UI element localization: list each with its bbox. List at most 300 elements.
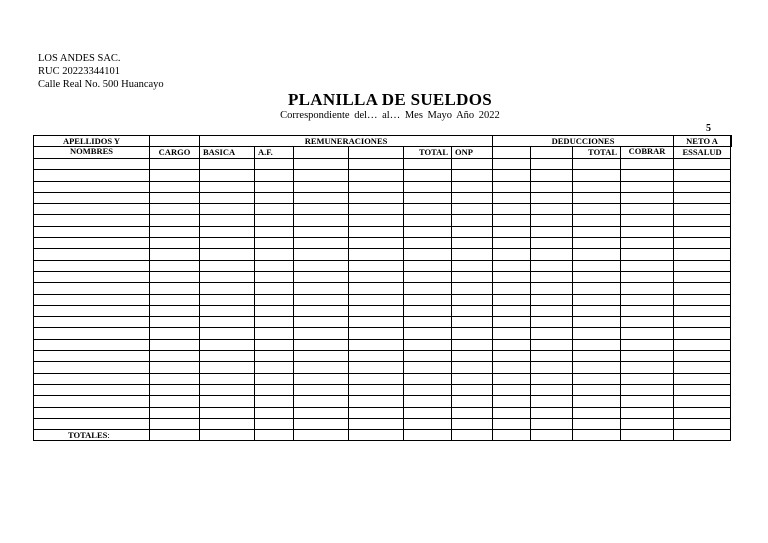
table-cell[interactable] <box>531 351 573 362</box>
table-cell[interactable] <box>150 384 200 395</box>
table-cell[interactable] <box>200 238 255 249</box>
table-cell[interactable] <box>493 226 531 237</box>
table-cell[interactable] <box>294 305 349 316</box>
table-cell[interactable] <box>34 238 150 249</box>
table-cell[interactable] <box>150 159 200 170</box>
table-cell[interactable] <box>255 294 294 305</box>
table-cell[interactable] <box>34 351 150 362</box>
table-cell[interactable] <box>150 238 200 249</box>
totals-cell[interactable] <box>621 430 674 441</box>
table-cell[interactable] <box>674 418 731 429</box>
table-cell[interactable] <box>452 226 493 237</box>
table-cell[interactable] <box>34 384 150 395</box>
table-cell[interactable] <box>404 181 452 192</box>
table-cell[interactable] <box>34 283 150 294</box>
table-cell[interactable] <box>621 204 674 215</box>
table-cell[interactable] <box>404 384 452 395</box>
table-cell[interactable] <box>674 249 731 260</box>
table-cell[interactable] <box>255 170 294 181</box>
table-cell[interactable] <box>531 170 573 181</box>
table-cell[interactable] <box>294 418 349 429</box>
table-cell[interactable] <box>34 226 150 237</box>
table-cell[interactable] <box>404 396 452 407</box>
table-cell[interactable] <box>493 238 531 249</box>
table-cell[interactable] <box>674 226 731 237</box>
table-cell[interactable] <box>255 192 294 203</box>
table-cell[interactable] <box>493 215 531 226</box>
table-cell[interactable] <box>573 317 621 328</box>
table-cell[interactable] <box>493 373 531 384</box>
table-cell[interactable] <box>531 238 573 249</box>
table-cell[interactable] <box>349 283 404 294</box>
table-cell[interactable] <box>255 317 294 328</box>
table-cell[interactable] <box>200 283 255 294</box>
table-cell[interactable] <box>621 260 674 271</box>
table-cell[interactable] <box>349 362 404 373</box>
table-cell[interactable] <box>531 271 573 282</box>
table-cell[interactable] <box>573 170 621 181</box>
table-cell[interactable] <box>349 249 404 260</box>
table-cell[interactable] <box>294 328 349 339</box>
table-cell[interactable] <box>255 362 294 373</box>
table-cell[interactable] <box>200 170 255 181</box>
table-cell[interactable] <box>404 271 452 282</box>
table-cell[interactable] <box>621 407 674 418</box>
table-cell[interactable] <box>573 260 621 271</box>
table-cell[interactable] <box>34 396 150 407</box>
table-cell[interactable] <box>621 305 674 316</box>
table-cell[interactable] <box>531 226 573 237</box>
table-cell[interactable] <box>255 226 294 237</box>
table-cell[interactable] <box>531 317 573 328</box>
table-cell[interactable] <box>674 159 731 170</box>
table-cell[interactable] <box>674 271 731 282</box>
table-cell[interactable] <box>452 317 493 328</box>
table-cell[interactable] <box>452 192 493 203</box>
table-cell[interactable] <box>294 260 349 271</box>
table-cell[interactable] <box>404 328 452 339</box>
table-cell[interactable] <box>621 170 674 181</box>
table-cell[interactable] <box>404 418 452 429</box>
table-cell[interactable] <box>255 418 294 429</box>
table-cell[interactable] <box>404 170 452 181</box>
totals-cell[interactable] <box>294 430 349 441</box>
table-cell[interactable] <box>404 294 452 305</box>
table-cell[interactable] <box>255 260 294 271</box>
table-cell[interactable] <box>349 384 404 395</box>
table-cell[interactable] <box>404 305 452 316</box>
table-cell[interactable] <box>255 238 294 249</box>
table-cell[interactable] <box>493 204 531 215</box>
table-cell[interactable] <box>452 181 493 192</box>
totals-cell[interactable] <box>493 430 531 441</box>
table-cell[interactable] <box>573 384 621 395</box>
table-cell[interactable] <box>573 238 621 249</box>
table-cell[interactable] <box>493 418 531 429</box>
table-cell[interactable] <box>573 351 621 362</box>
table-cell[interactable] <box>150 396 200 407</box>
table-cell[interactable] <box>150 271 200 282</box>
table-cell[interactable] <box>200 351 255 362</box>
table-cell[interactable] <box>200 396 255 407</box>
table-cell[interactable] <box>294 373 349 384</box>
table-cell[interactable] <box>404 260 452 271</box>
table-cell[interactable] <box>255 384 294 395</box>
table-cell[interactable] <box>200 294 255 305</box>
table-cell[interactable] <box>150 317 200 328</box>
table-cell[interactable] <box>493 249 531 260</box>
table-cell[interactable] <box>349 215 404 226</box>
table-cell[interactable] <box>493 384 531 395</box>
table-cell[interactable] <box>674 305 731 316</box>
table-cell[interactable] <box>573 305 621 316</box>
table-cell[interactable] <box>452 283 493 294</box>
table-cell[interactable] <box>200 192 255 203</box>
table-cell[interactable] <box>674 283 731 294</box>
table-cell[interactable] <box>34 170 150 181</box>
table-cell[interactable] <box>294 170 349 181</box>
table-cell[interactable] <box>452 407 493 418</box>
table-cell[interactable] <box>349 170 404 181</box>
table-cell[interactable] <box>255 305 294 316</box>
table-cell[interactable] <box>34 418 150 429</box>
table-cell[interactable] <box>255 396 294 407</box>
table-cell[interactable] <box>452 418 493 429</box>
table-cell[interactable] <box>674 362 731 373</box>
table-cell[interactable] <box>573 418 621 429</box>
table-cell[interactable] <box>531 328 573 339</box>
table-cell[interactable] <box>200 373 255 384</box>
table-cell[interactable] <box>34 373 150 384</box>
table-cell[interactable] <box>150 351 200 362</box>
table-cell[interactable] <box>294 192 349 203</box>
table-cell[interactable] <box>531 396 573 407</box>
table-cell[interactable] <box>493 351 531 362</box>
table-cell[interactable] <box>349 294 404 305</box>
table-cell[interactable] <box>531 373 573 384</box>
table-cell[interactable] <box>621 351 674 362</box>
table-cell[interactable] <box>621 159 674 170</box>
table-cell[interactable] <box>674 373 731 384</box>
table-cell[interactable] <box>150 305 200 316</box>
totals-cell[interactable] <box>573 430 621 441</box>
table-cell[interactable] <box>452 362 493 373</box>
table-cell[interactable] <box>531 249 573 260</box>
table-cell[interactable] <box>573 339 621 350</box>
totals-cell[interactable] <box>674 430 731 441</box>
table-cell[interactable] <box>349 238 404 249</box>
totals-cell[interactable] <box>531 430 573 441</box>
table-cell[interactable] <box>452 159 493 170</box>
table-cell[interactable] <box>294 283 349 294</box>
totals-cell[interactable] <box>452 430 493 441</box>
table-cell[interactable] <box>34 204 150 215</box>
table-cell[interactable] <box>150 339 200 350</box>
table-cell[interactable] <box>452 215 493 226</box>
table-cell[interactable] <box>573 181 621 192</box>
table-cell[interactable] <box>34 215 150 226</box>
table-cell[interactable] <box>150 170 200 181</box>
table-cell[interactable] <box>200 181 255 192</box>
table-cell[interactable] <box>404 373 452 384</box>
table-cell[interactable] <box>404 226 452 237</box>
table-cell[interactable] <box>200 159 255 170</box>
table-cell[interactable] <box>674 204 731 215</box>
table-cell[interactable] <box>150 192 200 203</box>
table-cell[interactable] <box>294 317 349 328</box>
table-cell[interactable] <box>621 249 674 260</box>
table-cell[interactable] <box>674 339 731 350</box>
table-cell[interactable] <box>255 159 294 170</box>
table-cell[interactable] <box>404 317 452 328</box>
totals-cell[interactable] <box>404 430 452 441</box>
table-cell[interactable] <box>294 339 349 350</box>
table-cell[interactable] <box>452 238 493 249</box>
table-cell[interactable] <box>150 260 200 271</box>
table-cell[interactable] <box>349 271 404 282</box>
table-cell[interactable] <box>493 260 531 271</box>
table-cell[interactable] <box>349 226 404 237</box>
table-cell[interactable] <box>349 159 404 170</box>
table-cell[interactable] <box>452 294 493 305</box>
table-cell[interactable] <box>150 249 200 260</box>
table-cell[interactable] <box>531 362 573 373</box>
table-cell[interactable] <box>674 407 731 418</box>
table-cell[interactable] <box>531 159 573 170</box>
table-cell[interactable] <box>200 215 255 226</box>
table-cell[interactable] <box>255 328 294 339</box>
table-cell[interactable] <box>255 204 294 215</box>
table-cell[interactable] <box>294 362 349 373</box>
table-cell[interactable] <box>531 384 573 395</box>
table-cell[interactable] <box>150 181 200 192</box>
table-cell[interactable] <box>573 283 621 294</box>
table-cell[interactable] <box>531 215 573 226</box>
table-cell[interactable] <box>404 339 452 350</box>
table-cell[interactable] <box>404 159 452 170</box>
table-cell[interactable] <box>294 226 349 237</box>
table-cell[interactable] <box>621 317 674 328</box>
table-cell[interactable] <box>34 181 150 192</box>
table-cell[interactable] <box>404 238 452 249</box>
table-cell[interactable] <box>573 192 621 203</box>
table-cell[interactable] <box>493 271 531 282</box>
table-cell[interactable] <box>531 283 573 294</box>
table-cell[interactable] <box>255 271 294 282</box>
table-cell[interactable] <box>452 249 493 260</box>
table-cell[interactable] <box>621 283 674 294</box>
table-cell[interactable] <box>349 373 404 384</box>
table-cell[interactable] <box>452 396 493 407</box>
table-cell[interactable] <box>150 204 200 215</box>
table-cell[interactable] <box>674 215 731 226</box>
table-cell[interactable] <box>531 294 573 305</box>
table-cell[interactable] <box>404 351 452 362</box>
table-cell[interactable] <box>200 418 255 429</box>
table-cell[interactable] <box>621 215 674 226</box>
table-cell[interactable] <box>294 271 349 282</box>
table-cell[interactable] <box>404 362 452 373</box>
table-cell[interactable] <box>573 373 621 384</box>
table-cell[interactable] <box>349 204 404 215</box>
table-cell[interactable] <box>573 407 621 418</box>
table-cell[interactable] <box>34 328 150 339</box>
table-cell[interactable] <box>294 159 349 170</box>
table-cell[interactable] <box>200 362 255 373</box>
table-cell[interactable] <box>621 362 674 373</box>
table-cell[interactable] <box>404 204 452 215</box>
table-cell[interactable] <box>150 215 200 226</box>
table-cell[interactable] <box>294 396 349 407</box>
table-cell[interactable] <box>150 328 200 339</box>
table-cell[interactable] <box>674 260 731 271</box>
table-cell[interactable] <box>200 317 255 328</box>
table-cell[interactable] <box>452 305 493 316</box>
table-cell[interactable] <box>493 317 531 328</box>
table-cell[interactable] <box>573 362 621 373</box>
table-cell[interactable] <box>34 271 150 282</box>
table-cell[interactable] <box>493 159 531 170</box>
table-cell[interactable] <box>404 192 452 203</box>
table-cell[interactable] <box>349 339 404 350</box>
table-cell[interactable] <box>493 192 531 203</box>
table-cell[interactable] <box>674 192 731 203</box>
table-cell[interactable] <box>452 373 493 384</box>
table-cell[interactable] <box>531 181 573 192</box>
table-cell[interactable] <box>452 204 493 215</box>
table-cell[interactable] <box>621 339 674 350</box>
table-cell[interactable] <box>404 215 452 226</box>
table-cell[interactable] <box>200 339 255 350</box>
totals-cell[interactable] <box>200 430 255 441</box>
table-cell[interactable] <box>621 192 674 203</box>
table-cell[interactable] <box>294 181 349 192</box>
table-cell[interactable] <box>573 226 621 237</box>
table-cell[interactable] <box>621 396 674 407</box>
table-cell[interactable] <box>34 192 150 203</box>
table-cell[interactable] <box>294 215 349 226</box>
table-cell[interactable] <box>349 317 404 328</box>
table-cell[interactable] <box>452 328 493 339</box>
table-cell[interactable] <box>493 170 531 181</box>
table-cell[interactable] <box>674 396 731 407</box>
table-cell[interactable] <box>349 396 404 407</box>
table-cell[interactable] <box>674 384 731 395</box>
table-cell[interactable] <box>255 283 294 294</box>
table-cell[interactable] <box>531 418 573 429</box>
table-cell[interactable] <box>404 407 452 418</box>
table-cell[interactable] <box>531 339 573 350</box>
table-cell[interactable] <box>150 294 200 305</box>
table-cell[interactable] <box>255 339 294 350</box>
table-cell[interactable] <box>674 294 731 305</box>
table-cell[interactable] <box>493 362 531 373</box>
table-cell[interactable] <box>674 238 731 249</box>
table-cell[interactable] <box>255 351 294 362</box>
table-cell[interactable] <box>674 181 731 192</box>
table-cell[interactable] <box>255 215 294 226</box>
table-cell[interactable] <box>452 271 493 282</box>
table-cell[interactable] <box>531 305 573 316</box>
table-cell[interactable] <box>150 362 200 373</box>
table-cell[interactable] <box>621 384 674 395</box>
table-cell[interactable] <box>573 294 621 305</box>
table-cell[interactable] <box>674 170 731 181</box>
table-cell[interactable] <box>493 407 531 418</box>
table-cell[interactable] <box>150 418 200 429</box>
table-cell[interactable] <box>294 407 349 418</box>
table-cell[interactable] <box>621 294 674 305</box>
table-cell[interactable] <box>34 159 150 170</box>
table-cell[interactable] <box>621 181 674 192</box>
table-cell[interactable] <box>493 294 531 305</box>
table-cell[interactable] <box>349 418 404 429</box>
table-cell[interactable] <box>621 226 674 237</box>
table-cell[interactable] <box>349 260 404 271</box>
table-cell[interactable] <box>34 407 150 418</box>
table-cell[interactable] <box>200 407 255 418</box>
table-cell[interactable] <box>200 204 255 215</box>
table-cell[interactable] <box>34 339 150 350</box>
table-cell[interactable] <box>573 271 621 282</box>
table-cell[interactable] <box>573 328 621 339</box>
table-cell[interactable] <box>531 204 573 215</box>
table-cell[interactable] <box>493 305 531 316</box>
table-cell[interactable] <box>349 351 404 362</box>
table-cell[interactable] <box>621 238 674 249</box>
table-cell[interactable] <box>150 283 200 294</box>
table-cell[interactable] <box>349 181 404 192</box>
table-cell[interactable] <box>621 373 674 384</box>
table-cell[interactable] <box>255 407 294 418</box>
table-cell[interactable] <box>255 181 294 192</box>
table-cell[interactable] <box>34 362 150 373</box>
table-cell[interactable] <box>674 351 731 362</box>
table-cell[interactable] <box>200 305 255 316</box>
table-cell[interactable] <box>294 204 349 215</box>
totals-cell[interactable] <box>150 430 200 441</box>
table-cell[interactable] <box>200 328 255 339</box>
totals-cell[interactable] <box>255 430 294 441</box>
table-cell[interactable] <box>452 351 493 362</box>
table-cell[interactable] <box>34 305 150 316</box>
table-cell[interactable] <box>349 192 404 203</box>
table-cell[interactable] <box>493 339 531 350</box>
table-cell[interactable] <box>34 249 150 260</box>
table-cell[interactable] <box>294 384 349 395</box>
table-cell[interactable] <box>573 396 621 407</box>
table-cell[interactable] <box>531 260 573 271</box>
table-cell[interactable] <box>452 384 493 395</box>
table-cell[interactable] <box>294 294 349 305</box>
table-cell[interactable] <box>34 260 150 271</box>
table-cell[interactable] <box>200 384 255 395</box>
table-cell[interactable] <box>452 170 493 181</box>
table-cell[interactable] <box>531 192 573 203</box>
table-cell[interactable] <box>621 328 674 339</box>
table-cell[interactable] <box>34 317 150 328</box>
table-cell[interactable] <box>200 271 255 282</box>
table-cell[interactable] <box>200 226 255 237</box>
table-cell[interactable] <box>294 238 349 249</box>
totals-cell[interactable] <box>349 430 404 441</box>
table-cell[interactable] <box>150 226 200 237</box>
table-cell[interactable] <box>200 260 255 271</box>
table-cell[interactable] <box>255 373 294 384</box>
table-cell[interactable] <box>573 249 621 260</box>
table-cell[interactable] <box>674 317 731 328</box>
table-cell[interactable] <box>493 283 531 294</box>
